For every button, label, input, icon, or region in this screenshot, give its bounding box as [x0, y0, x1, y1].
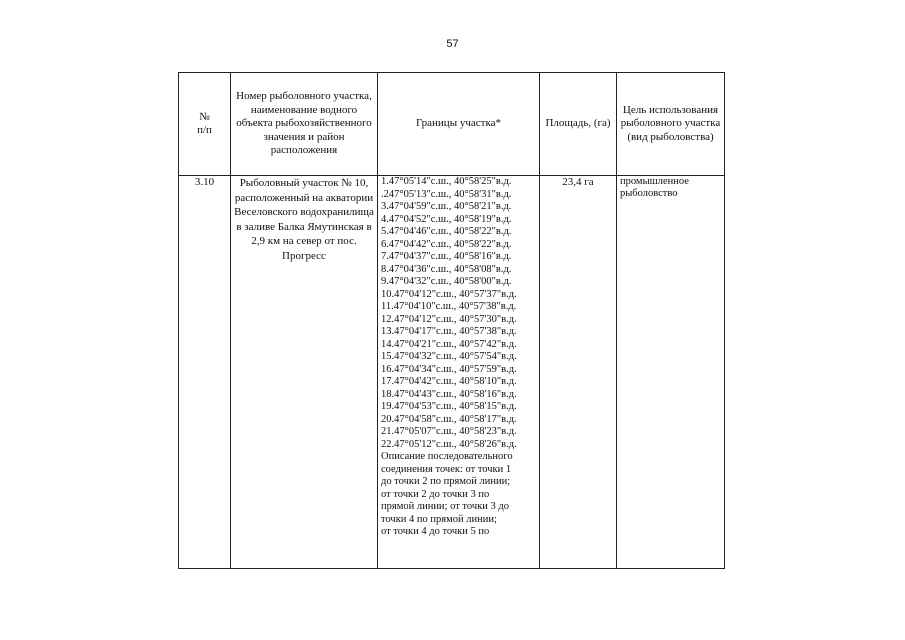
table-header-row	[179, 73, 725, 176]
fishing-plot-table	[178, 72, 725, 569]
coordinate-point: 9.47°04'32"с.ш., 40°58'00"в.д.	[381, 276, 512, 287]
coordinate-point: 15.47°04'32"с.ш., 40°57'54"в.д.	[381, 351, 517, 362]
cell-num: 3.10	[179, 176, 231, 569]
coordinate-point: 8.47°04'36"с.ш., 40°58'08"в.д.	[381, 263, 512, 275]
coordinate-point: 7.47°04'37"с.ш., 40°58'16"в.д.	[381, 251, 512, 262]
header-name: Номер рыболовного участка, наименование водного объекта рыбохозяйственного значения и район расположения	[231, 73, 378, 176]
coordinate-point: 16.47°04'34"с.ш., 40°57'59"в.д.	[381, 363, 517, 375]
cell-name: Рыболовный участок № 10, расположенный на акватории Веселовского водохранилища в заливе Балка Ямутинская в 2,9 км на север от пос. Прогресс	[231, 176, 378, 569]
coordinate-point: 4.47°04'52"с.ш., 40°58'19"в.д.	[381, 213, 512, 225]
bounds-list	[381, 176, 536, 568]
coordinate-point: 20.47°04'58"с.ш., 40°58'17"в.д.	[381, 413, 517, 425]
cell-area: 23,4 га	[540, 176, 617, 569]
description-line: от точки 2 до точки 3 по	[381, 488, 490, 500]
description-line: до точки 2 по прямой линии;	[381, 476, 511, 487]
coordinate-point: 18.47°04'43"с.ш., 40°58'16"в.д.	[381, 388, 517, 400]
coordinate-point: 5.47°04'46"с.ш., 40°58'22"в.д.	[381, 226, 512, 237]
coordinate-point: 10.47°04'12"с.ш., 40°57'37"в.д.	[381, 288, 517, 300]
coordinate-point: .247°05'13"с.ш., 40°58'31"в.д.	[381, 188, 512, 200]
coordinate-point: 12.47°04'12"с.ш., 40°57'30"в.д.	[381, 313, 517, 325]
coordinate-point: 1.47°05'14"с.ш., 40°58'25"в.д.	[381, 176, 512, 187]
table-row	[179, 176, 725, 569]
header-area: Площадь, (га)	[540, 73, 617, 176]
cell-bounds	[378, 176, 540, 569]
coordinate-point: 14.47°04'21"с.ш., 40°57'42"в.д.	[381, 338, 517, 350]
cell-purpose: промышленное рыболовство	[617, 176, 725, 569]
description-line: точки 4 по прямой линии;	[381, 513, 497, 525]
header-purpose: Цель использования рыболовного участка (вид рыболовства)	[617, 73, 725, 176]
description-line: от точки 4 до точки 5 по	[381, 526, 490, 537]
coordinate-point: 11.47°04'10"с.ш., 40°57'38"в.д.	[381, 301, 517, 312]
coordinate-point: 13.47°04'17"с.ш., 40°57'38"в.д.	[381, 326, 517, 337]
description-line: прямой линии; от точки 3 до	[381, 501, 509, 512]
coordinate-point: 17.47°04'42"с.ш., 40°58'10"в.д.	[381, 376, 517, 387]
coordinate-point: 6.47°04'42"с.ш., 40°58'22"в.д.	[381, 238, 512, 250]
coordinate-point: 22.47°05'12"с.ш., 40°58'26"в.д.	[381, 438, 517, 450]
description-line: Описание последовательного	[381, 451, 513, 462]
page-number: 57	[446, 38, 459, 50]
coordinate-point: 3.47°04'59"с.ш., 40°58'21"в.д.	[381, 201, 512, 212]
header-num: № п/п	[179, 73, 231, 176]
coordinate-point: 19.47°04'53"с.ш., 40°58'15"в.д.	[381, 401, 517, 412]
description-line: соединения точек: от точки 1	[381, 463, 512, 475]
header-bounds: Границы участка*	[378, 73, 540, 176]
coordinate-point: 21.47°05'07"с.ш., 40°58'23"в.д.	[381, 426, 517, 437]
